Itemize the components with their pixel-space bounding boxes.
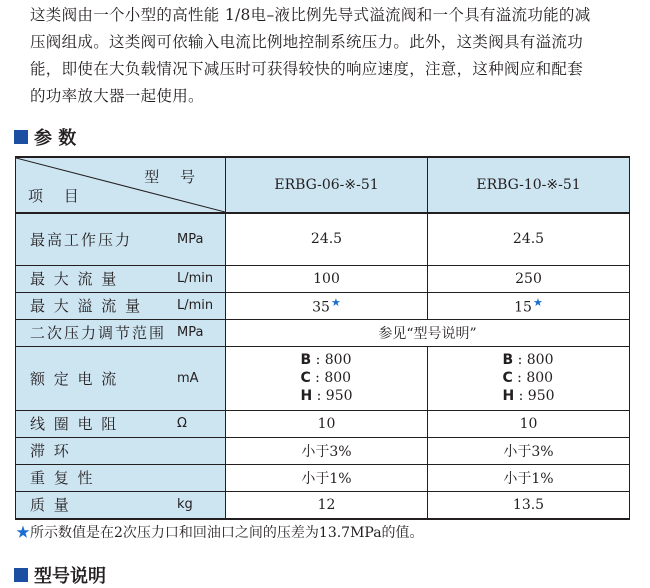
row-label-cell [16, 464, 226, 491]
table-header-row [16, 157, 630, 213]
value-cell [428, 410, 630, 437]
value-cell [226, 292, 428, 319]
value-cell [226, 265, 428, 292]
cell-value: 12 [317, 496, 336, 513]
value-cell [428, 265, 630, 292]
current-value: 800 [324, 370, 352, 386]
section-square-icon [14, 568, 28, 582]
row-unit: L/min [177, 271, 214, 286]
row-name: 线 圈 电 阻 [30, 415, 119, 433]
cell-value: 24.5 [512, 231, 545, 248]
star-icon: ★ [16, 525, 30, 541]
intro-line: 能，即使在大负载情况下减压时可获得较快的响应速度，注意，这种阀应和配套 [30, 60, 584, 78]
value-cell [428, 464, 630, 491]
merged-value-cell: 参见“型号说明” [226, 319, 630, 346]
current-code: C [502, 370, 513, 386]
star-icon: ★ [330, 295, 341, 309]
cell-value: 小于1% [503, 470, 554, 487]
current-code: H [300, 388, 313, 404]
value-cell [428, 213, 630, 265]
row-unit: MPa [177, 231, 204, 247]
row-unit: MPa [177, 325, 204, 340]
cell-value: 10 [317, 415, 336, 432]
current-value-cell: B : 800 C : 800 H : 950 [226, 346, 428, 410]
row-name: 二次压力调节范围 [30, 324, 167, 342]
cell-value: 15 [514, 299, 532, 316]
value-cell [428, 491, 630, 519]
table-row [16, 319, 630, 346]
table-row [16, 464, 630, 491]
model-header-cell: ERBG-10-※-51 [428, 157, 630, 213]
cell-value: 13.5 [512, 496, 545, 513]
current-value-cell: B : 800 C : 800 H : 950 [428, 346, 630, 410]
table-row [16, 437, 630, 464]
value-cell [226, 213, 428, 265]
cell-value: 小于3% [301, 443, 352, 460]
footnote [16, 522, 424, 542]
row-name: 滞 环 [30, 442, 71, 460]
value-cell [226, 410, 428, 437]
next-section-title: 型号说明 [34, 566, 106, 587]
cell-value: 10 [519, 415, 538, 432]
current-value: 950 [527, 388, 555, 404]
value-cell [428, 437, 630, 464]
cell-value: 24.5 [310, 231, 343, 248]
row-label-cell [16, 265, 226, 292]
cell-value: 250 [515, 270, 542, 287]
section-square-icon [14, 130, 28, 144]
row-name: 重 复 性 [30, 469, 95, 487]
row-unit: Ω [177, 416, 187, 431]
table-row [16, 292, 630, 319]
table-row [16, 410, 630, 437]
row-name: 最 大 溢 流 量 [30, 297, 143, 315]
section-heading-params [14, 124, 76, 150]
section-heading-model [14, 562, 106, 588]
table-row [16, 346, 630, 410]
intro-line: 压阀组成。这类阀可依输入电流比例地控制系统压力。此外，这类阀具有溢流功 [30, 33, 584, 51]
row-unit: L/min [177, 298, 214, 313]
table-row [16, 213, 630, 265]
value-cell [226, 437, 428, 464]
current-value: 800 [526, 352, 554, 368]
value-cell [226, 491, 428, 519]
row-label-cell [16, 491, 226, 519]
row-label-cell [16, 437, 226, 464]
row-label-cell [16, 410, 226, 437]
cell-value: 35 [312, 299, 330, 316]
table-row [16, 491, 630, 519]
row-label-cell [16, 346, 226, 410]
cell-value: 小于1% [301, 470, 352, 487]
current-code: C [300, 370, 311, 386]
parameters-table [15, 156, 630, 520]
current-value: 800 [526, 370, 554, 386]
row-label-cell [16, 319, 226, 346]
header-item-label: 项 目 [28, 187, 87, 205]
table-body [16, 213, 630, 519]
intro-line: 这类阀由一个小型的高性能 1/8电–液比例先导式溢流阀和一个具有溢流功能的减 [30, 6, 591, 24]
row-name: 最高工作压力 [30, 230, 133, 249]
value-cell [226, 464, 428, 491]
row-label-cell [16, 292, 226, 319]
footnote-text: 所示数值是在2次压力口和回油口之间的压差为13.7MPa的值。 [30, 525, 424, 541]
header-model-label: 型 号 [144, 168, 203, 186]
row-name: 质 量 [30, 496, 71, 514]
header-corner-cell [16, 157, 226, 213]
star-icon: ★ [532, 295, 543, 309]
table-row [16, 265, 630, 292]
row-name: 额 定 电 流 [30, 369, 119, 388]
cell-value: 100 [313, 270, 340, 287]
current-code: B [300, 352, 312, 368]
current-value: 800 [324, 352, 352, 368]
current-code: H [502, 388, 515, 404]
section-title: 参 数 [34, 128, 77, 149]
current-code: B [502, 352, 514, 368]
row-unit: mA [177, 370, 199, 386]
current-value: 950 [325, 388, 353, 404]
row-label-cell [16, 213, 226, 265]
intro-line: 的功率放大器一起使用。 [30, 87, 204, 105]
model-header-cell: ERBG-06-※-51 [226, 157, 428, 213]
row-name: 最 大 流 量 [30, 270, 119, 288]
value-cell [428, 292, 630, 319]
intro-paragraph [30, 2, 634, 110]
cell-value: 小于3% [503, 443, 554, 460]
row-unit: kg [177, 497, 193, 512]
